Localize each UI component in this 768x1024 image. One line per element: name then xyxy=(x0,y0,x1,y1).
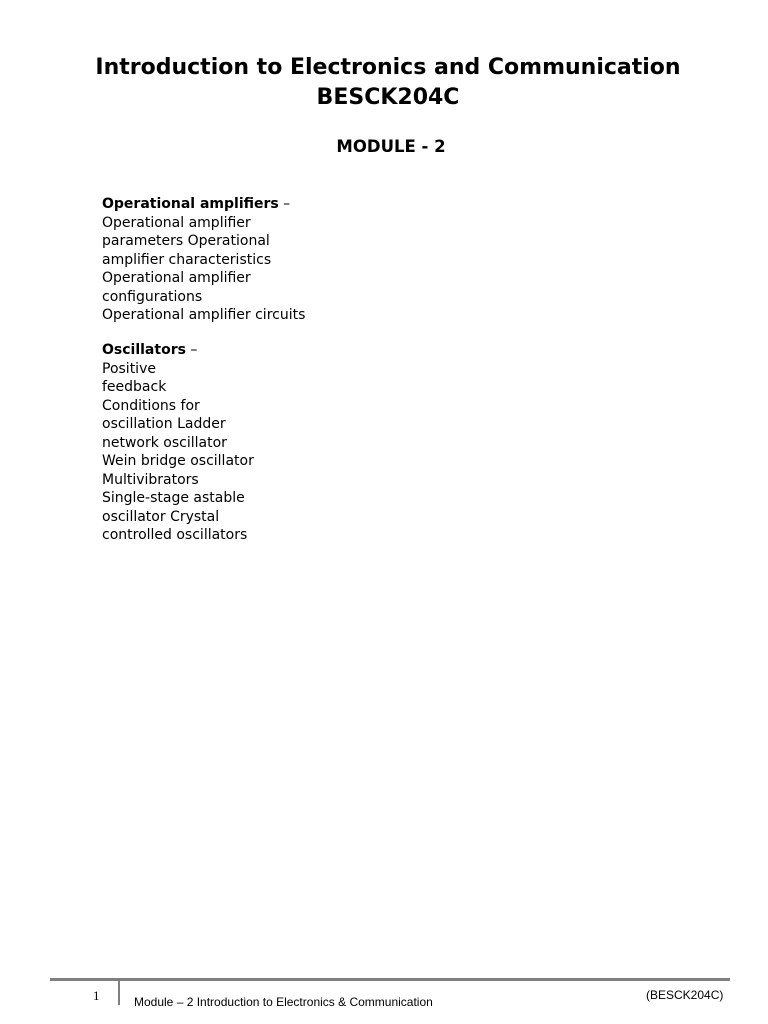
section-heading-label: Oscillators xyxy=(102,342,186,358)
document-title-line-1: Introduction to Electronics and Communication xyxy=(95,55,681,80)
topic-line: controlled oscillators xyxy=(102,527,248,543)
module-heading: MODULE - 2 xyxy=(336,137,446,156)
topic-line: Wein bridge oscillator xyxy=(102,453,254,469)
section-heading-dash: – xyxy=(278,196,291,212)
topic-line: network oscillator xyxy=(102,434,227,451)
section-operational-amplifiers xyxy=(102,195,422,325)
section-oscillators xyxy=(102,341,422,545)
topic-line: Operational amplifier xyxy=(102,270,251,286)
topic-line: Single-stage astable xyxy=(102,490,245,506)
topic-line: Positive xyxy=(102,360,156,377)
footer-rule xyxy=(50,978,730,981)
topic-line: oscillation Ladder xyxy=(102,416,226,432)
section-heading xyxy=(102,195,422,214)
section-heading-label: Operational amplifiers xyxy=(102,196,279,212)
topic-line: oscillator Crystal xyxy=(102,508,220,525)
section-heading xyxy=(102,341,422,360)
footer-divider xyxy=(118,981,120,1005)
topic-line: Multivibrators xyxy=(102,471,199,488)
topic-line: Operational amplifier circuits xyxy=(102,307,306,323)
topic-line: configurations xyxy=(102,288,203,305)
topic-line: parameters Operational xyxy=(102,233,270,249)
footer-title: Module – 2 Introduction to Electronics & Communication xyxy=(134,995,433,1009)
footer-course-code: (BESCK204C) xyxy=(646,988,724,1002)
topic-line: Conditions for xyxy=(102,397,200,414)
topic-line: amplifier characteristics xyxy=(102,251,272,268)
document-course-code: BESCK204C xyxy=(316,85,460,110)
section-heading-dash: – xyxy=(185,342,198,358)
page-number: 1 xyxy=(93,988,100,1003)
topic-line: feedback xyxy=(102,379,167,395)
topic-line: Operational amplifier xyxy=(102,214,251,231)
document-title xyxy=(0,53,768,113)
